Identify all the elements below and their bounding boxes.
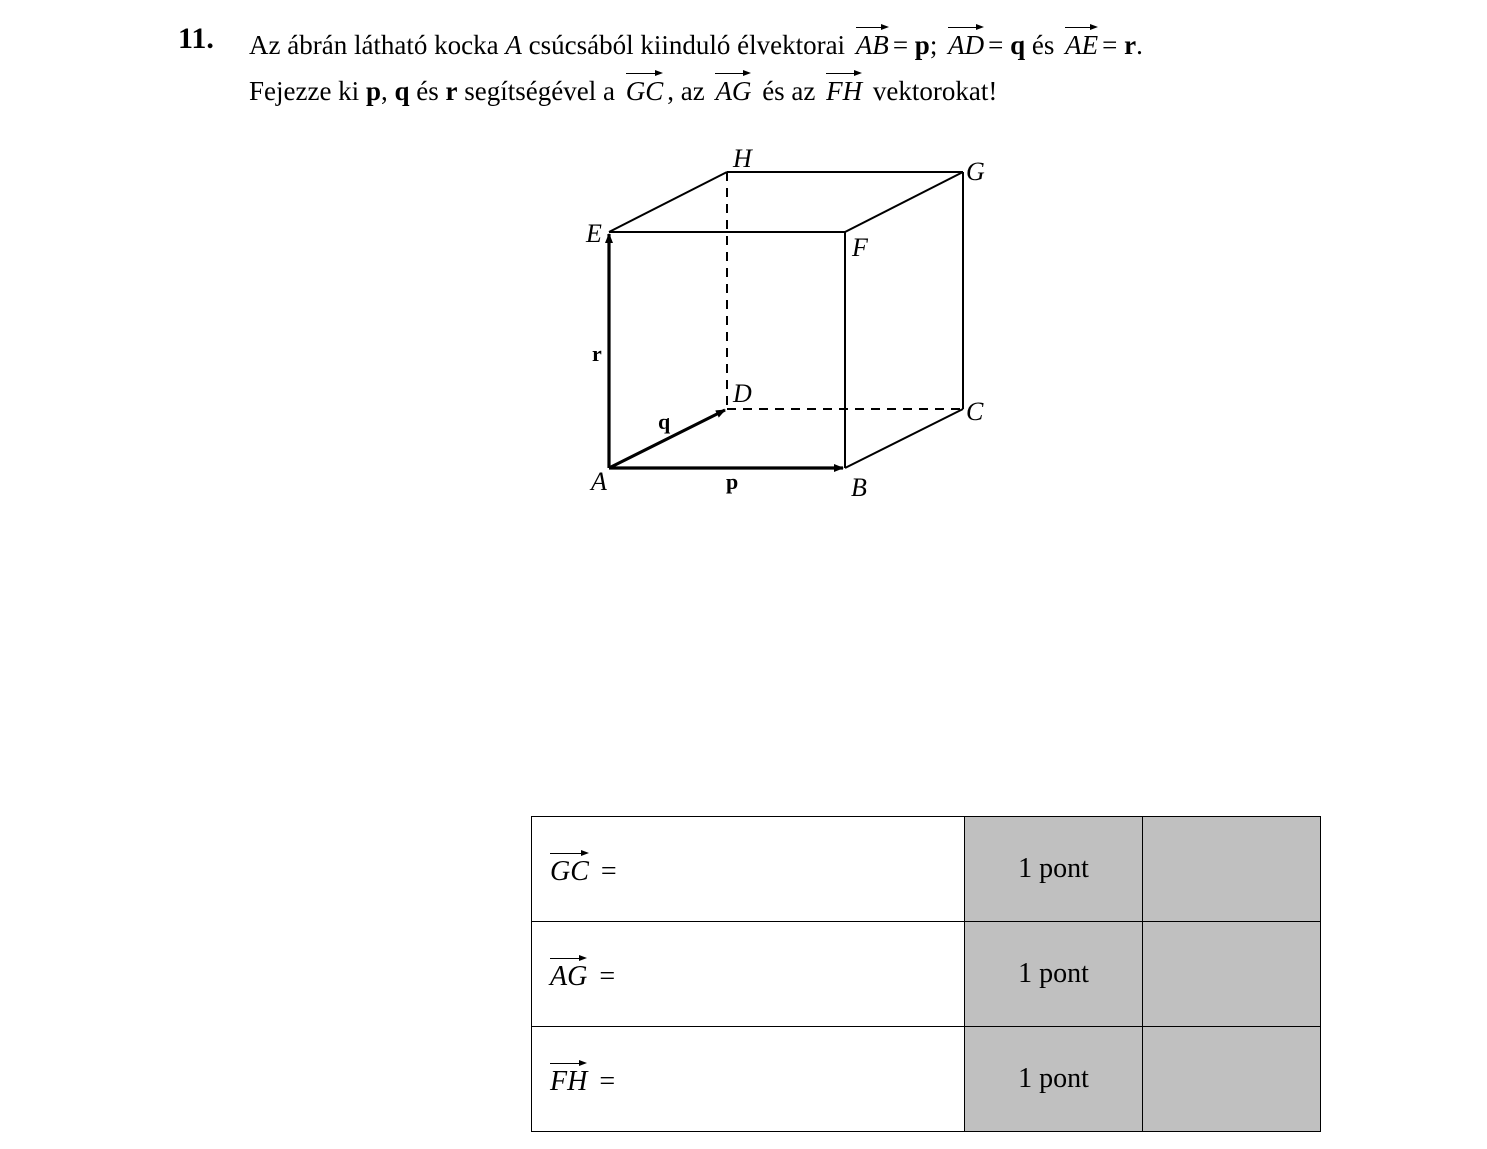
vector-arrow-icon [550,1060,587,1068]
table-row [532,817,1321,922]
text: , az [667,76,712,106]
question-text-line-2 [249,70,997,107]
bold-p: p [365,76,381,106]
vector-ag: AG [550,955,587,993]
vector-arrow-icon [948,24,984,32]
score-cell [1143,922,1321,1027]
vector-ad: AD [948,24,984,61]
label-f: F [852,233,868,262]
text: csúcsából kiinduló élvektorai [521,30,852,60]
label-g: G [966,157,985,186]
label-b: B [851,473,867,502]
bold-r: r [445,76,458,106]
score-cell [1143,1027,1321,1132]
edge-fg [845,172,963,232]
label-c: C [966,397,984,426]
vertex-a: A [505,30,522,60]
label-h: H [733,144,752,173]
table-row [532,922,1321,1027]
vector-arrow-icon [856,24,889,32]
vector-arrow-icon [826,70,862,78]
vector-fh: FH [826,70,862,107]
label-q: q [658,409,671,434]
vector-ab: AB [856,24,889,61]
question-number: 11. [178,22,214,55]
vector-fh: FH [550,1060,587,1098]
table-row [532,1027,1321,1132]
cube-figure [560,140,1040,520]
vector-gc: GC [626,70,664,107]
text: vektorokat! [866,76,998,106]
bold-p: p [914,30,930,60]
equals: = [599,961,616,992]
vector-arrow-icon [550,955,587,963]
text: segítségével a [457,76,622,106]
comma: , [380,76,395,106]
text: és [409,76,446,106]
edge-eh [609,172,727,232]
answer-table [531,816,1321,1132]
question-text-line-1 [249,24,1143,61]
bold-q: q [1010,30,1026,60]
label-e: E [586,219,602,248]
equals: = [892,30,915,60]
label-d: D [733,379,752,408]
answer-cell-fh[interactable] [532,1027,965,1132]
equals: = [600,856,617,887]
label-p: p [726,469,739,494]
points-cell: 1 pont [965,922,1143,1027]
text: és az [755,76,823,106]
text: és [1025,30,1062,60]
period: . [1136,30,1143,60]
equals: = [599,1066,616,1097]
bold-r: r [1124,30,1137,60]
vector-arrow-icon [715,70,751,78]
vector-arrow-icon [1065,24,1098,32]
vector-ag: AG [715,70,751,107]
text: Fejezze ki [249,76,366,106]
answer-cell-gc[interactable] [532,817,965,922]
vector-gc: GC [550,850,589,888]
vector-arrow-icon [550,850,589,858]
vector-arrow-icon [626,70,664,78]
points-cell: 1 pont [965,817,1143,922]
equals: = [988,30,1011,60]
label-a: A [591,467,607,496]
vector-ae: AE [1065,24,1098,61]
equals: = [1102,30,1125,60]
bold-q: q [394,76,410,106]
label-r: r [592,341,602,366]
score-cell [1143,817,1321,922]
edge-bc [845,409,963,468]
answer-cell-ag[interactable] [532,922,965,1027]
points-cell: 1 pont [965,1027,1143,1132]
separator: ; [929,30,938,60]
text: Az ábrán látható kocka [249,30,506,60]
